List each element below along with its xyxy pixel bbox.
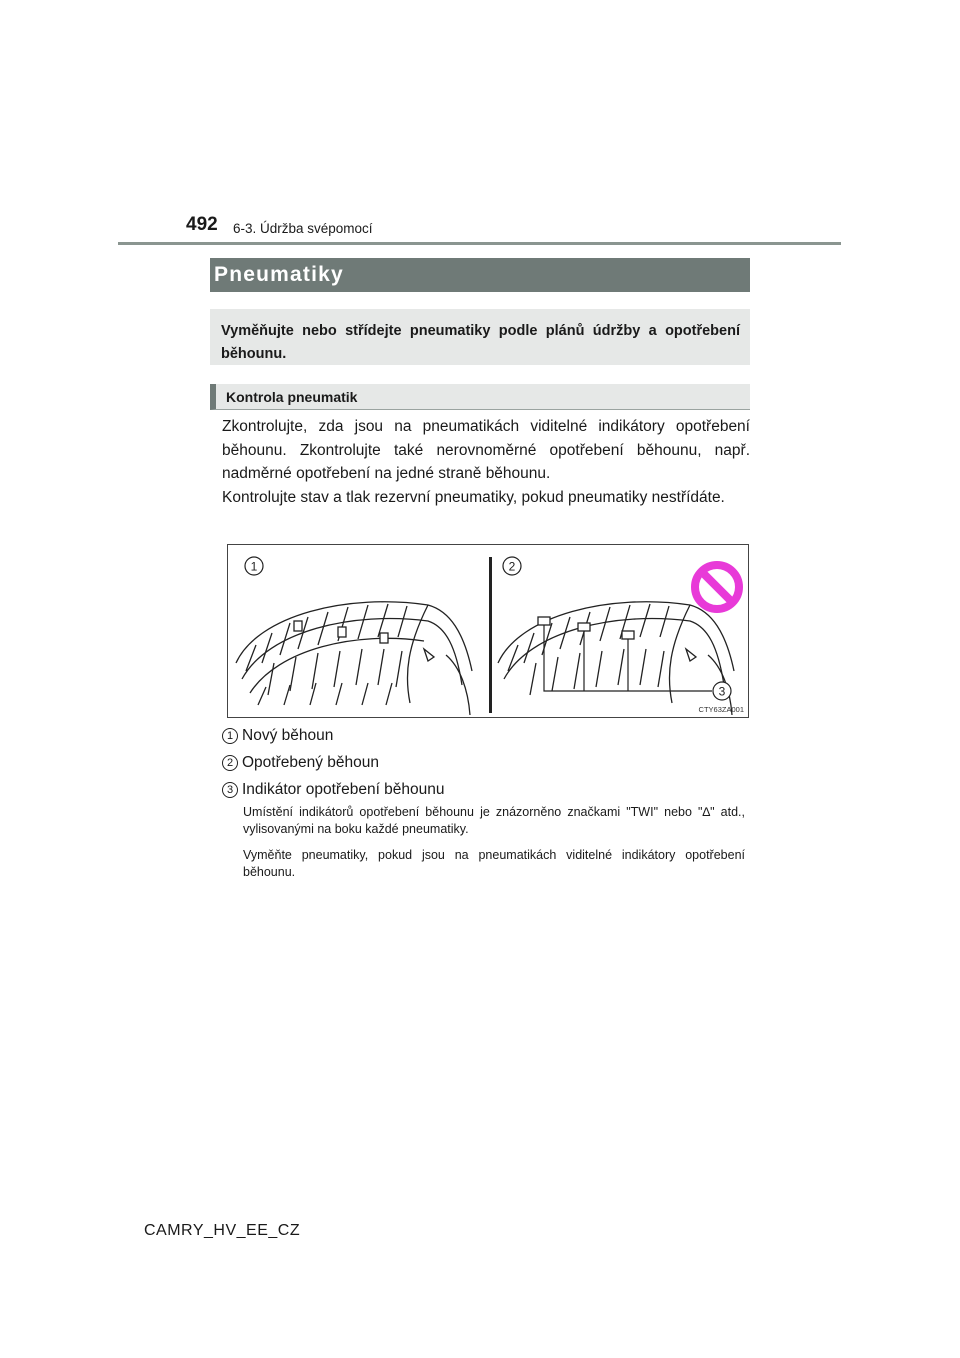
note-indicator-location: Umístění indikátorů opotřebení běhounu je znázorněno značkami "TWI" nebo "∆" atd., vylisovanými na boku každé pneumatiky. <box>243 805 745 836</box>
legend-text: Nový běhoun <box>242 727 334 744</box>
legend-number: 3 <box>222 782 238 798</box>
tire-tread-figure <box>227 544 749 718</box>
intro-box: Vyměňujte nebo střídejte pneumatiky podle plánů údržby a opotřebení běhounu. <box>210 309 750 365</box>
worn-tread-tire <box>498 602 734 715</box>
header-divider <box>118 242 841 245</box>
new-tread-tire <box>236 602 472 715</box>
page-number: 492 <box>186 214 218 235</box>
callout-2-label: 2 <box>508 559 516 574</box>
legend-text: Indikátor opotřebení běhounu <box>242 781 445 798</box>
section-reference: 6-3. Údržba svépomocí <box>233 221 373 236</box>
legend-text: Opotřebený běhoun <box>242 754 380 771</box>
prohibited-icon <box>695 565 739 609</box>
figure-divider <box>489 557 492 713</box>
legend-number: 1 <box>222 728 238 744</box>
paragraph-check-wear: Zkontrolujte, zda jsou na pneumatikách viditelné indikátory opotřebení běhounu. Zkontrolujte také nerovnoměrné opotřebení běhounu, např. nadměrné opotřebení na jedné straně běhounu. <box>222 418 750 482</box>
figure-code: CTY63ZA001 <box>698 705 744 714</box>
callout-1-label: 1 <box>250 559 258 574</box>
page-title: Pneumatiky <box>210 258 750 292</box>
legend-number: 2 <box>222 755 238 771</box>
paragraph-spare-tire: Kontrolujte stav a tlak rezervní pneumatiky, pokud pneumatiky nestřídáte. <box>222 489 725 506</box>
note-replace-tires: Vyměňte pneumatiky, pokud jsou na pneumatikách viditelné indikátory opotřebení běhounu. <box>243 848 745 879</box>
subheading: Kontrola pneumatik <box>210 384 750 410</box>
callout-3-label: 3 <box>718 684 726 699</box>
tread-illustration <box>228 545 750 719</box>
footer-model-code: CAMRY_HV_EE_CZ <box>144 1222 301 1239</box>
